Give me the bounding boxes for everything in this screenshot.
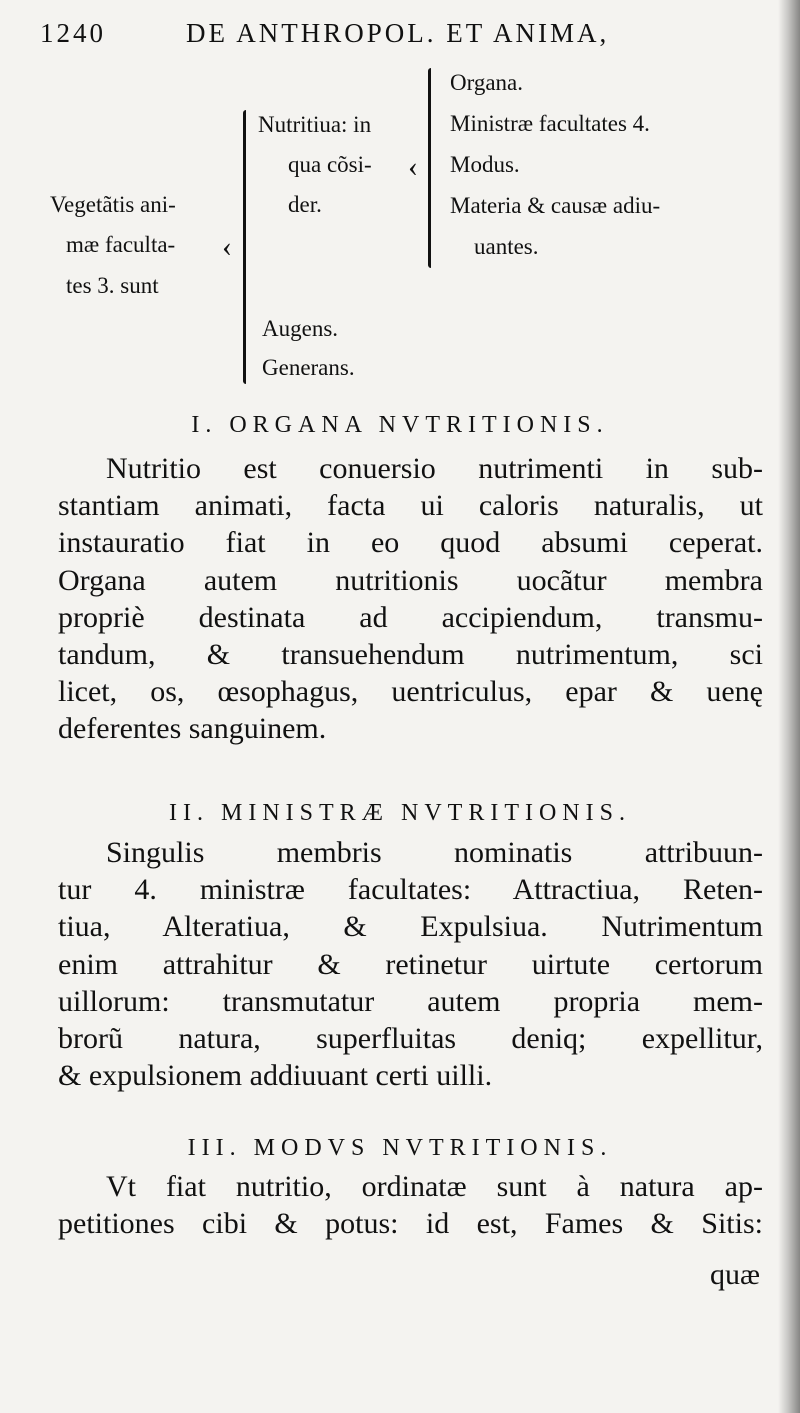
tree-branch-generans: Generans. xyxy=(262,355,355,380)
tree-root-line-3: tes 3. sunt xyxy=(66,273,159,298)
text-line: Vt fiat nutritio, ordinatæ sunt à natura ap- xyxy=(106,1170,763,1203)
text-line: brorũ natura, superfluitas deniq; expellitur, xyxy=(58,1021,763,1055)
catchword: quæ xyxy=(709,1258,760,1291)
tree-brace-nutritiua xyxy=(428,68,431,268)
tree-brace-main xyxy=(243,110,246,384)
section-body-1 xyxy=(58,450,763,748)
text-line: licet, os, œsophagus, uentriculus, epar & uenę xyxy=(58,675,763,709)
tree-nutritiua-line-1: Nutritiua: in xyxy=(258,112,372,137)
text-line: tiua, Alteratiua, & Expulsiua. Nutrimentum xyxy=(58,910,763,944)
tree-brace-main-point: ‹ xyxy=(222,230,232,263)
tree-nutritiua-line-2: qua cõsi- xyxy=(288,152,372,177)
text-line: tandum, & transuehendum nutrimentum, sci xyxy=(58,637,763,671)
section-heading-3: III. MODVS NVTRITIONIS. xyxy=(187,1135,613,1161)
page-number: 1240 xyxy=(40,18,106,48)
text-line: Singulis membris nominatis attribuun- xyxy=(106,836,763,869)
text-line: uillorum: transmutatur autem propria mem- xyxy=(58,984,763,1018)
running-title: DE ANTHROPOL. ET ANIMA, xyxy=(186,18,610,48)
tree-root-line-1: Vegetãtis ani- xyxy=(50,192,176,217)
text-line: enim attrahitur & retinetur uirtute certorum xyxy=(58,947,763,981)
section-body-2 xyxy=(58,834,763,1094)
page-edge-shadow xyxy=(778,0,800,1413)
text-line: & expulsionem addiuuant certi uilli. xyxy=(58,1059,493,1093)
text-line: stantiam animati, facta ui caloris naturalis, ut xyxy=(58,489,763,523)
text-line: tur 4. ministræ facultates: Attractiua, Reten- xyxy=(58,873,763,907)
tree-branch-augens: Augens. xyxy=(262,316,339,341)
tree-brace-nutritiua-point: ‹ xyxy=(408,150,418,183)
tree-child-materia-cont: uantes. xyxy=(474,234,539,259)
tree-child-ministrae: Ministræ facultates 4. xyxy=(450,111,650,136)
section-heading-2: II. MINISTRÆ NVTRITIONIS. xyxy=(169,800,631,826)
text-line: Organa autem nutritionis uocãtur membra xyxy=(58,563,763,597)
text-line: instauratio fiat in eo quod absumi ceperat. xyxy=(58,526,763,560)
tree-root-line-2: mæ faculta- xyxy=(66,232,176,257)
tree-nutritiua-line-3: der. xyxy=(288,192,322,217)
text-line: Nutritio est conuersio nutrimenti in sub- xyxy=(106,452,763,485)
text-line: deferentes sanguinem. xyxy=(58,712,327,746)
section-heading-1: I. ORGANA NVTRITIONIS. xyxy=(191,412,609,438)
tree-child-materia: Materia & causæ adiu- xyxy=(450,193,661,218)
section-body-3 xyxy=(58,1168,763,1242)
text-line: petitiones cibi & potus: id est, Fames & Sitis: xyxy=(58,1207,763,1241)
text-line: propriè destinata ad accipiendum, transmu- xyxy=(58,600,763,634)
tree-child-organa: Organa. xyxy=(450,70,524,95)
tree-child-modus: Modus. xyxy=(450,152,520,177)
